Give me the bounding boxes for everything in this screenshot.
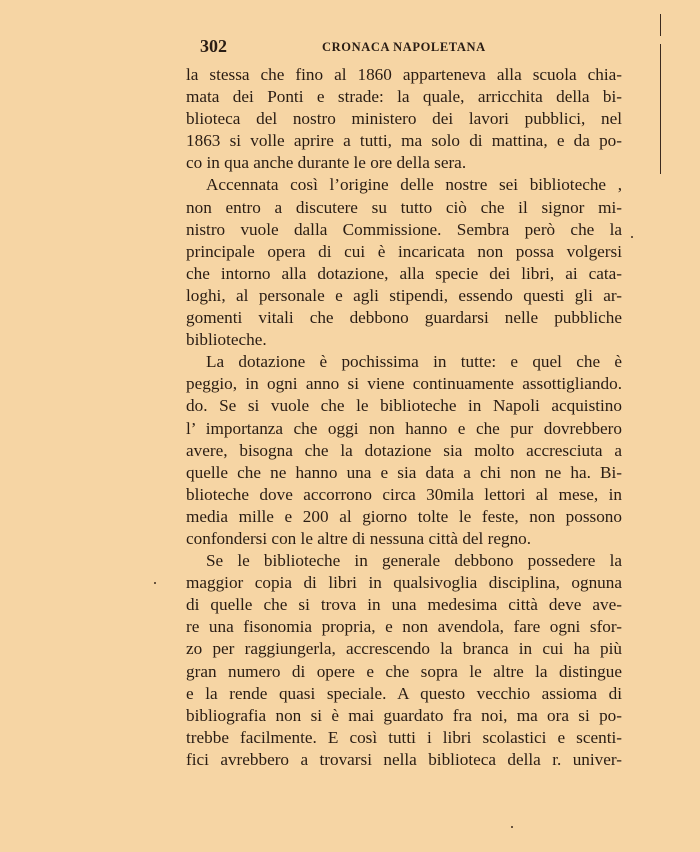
text-line: che intorno alla dotazione, alla specie dei libri, ai cata- [186,263,622,283]
text-line: di quelle che si trova in una medesima città deve ave- [186,595,622,615]
text-line: loghi, al personale e agli stipendi, essendo questi gli ar- [186,285,622,305]
text-line: Accennata così l’origine delle nostre sei biblioteche , [206,175,622,195]
text-line: La dotazione è pochissima in tutte: e quel che è [206,352,622,372]
text-line: co in qua anche durante le ore della sera. [186,153,467,173]
text-line: la stessa che fino al 1860 apparteneva alla scuola chia- [186,65,622,84]
text-line: gomenti vitali che debbono guardarsi nelle pubbliche [186,308,622,328]
ink-speck [511,826,513,828]
text-line: 1863 si volle aprire a tutti, ma solo di mattina, e da po- [186,131,622,151]
text-line: peggio, in ogni anno si viene continuamente assottigliando. [186,374,622,394]
text-line: e la rende quasi speciale. A questo vecchio assioma di [186,683,622,703]
text-line: biblioteche. [186,330,267,350]
text-line: zo per raggiungerla, accrescendo la branca in cui ha più [186,639,622,659]
page-header [200,36,620,58]
ink-speck [154,582,156,584]
text-line: maggior copia di libri in qualsivoglia disciplina, ognuna [186,573,622,593]
text-line: media mille e 200 al giorno tolte le feste, non possono [186,506,622,526]
text-line: non entro a discutere su tutto ciò che il signor mi- [186,197,622,217]
running-title: CRONACA NAPOLETANA [322,40,486,54]
text-line: blioteche dove accorrono circa 30mila lettori al mese, in [186,484,622,504]
ink-speck [631,236,633,238]
text-line: mata dei Ponti e strade: la quale, arricchita della bi- [186,87,622,107]
text-line: quelle che ne hanno una e sia data a chi non ne ha. Bi- [186,462,622,482]
text-line: confondersi con le altre di nessuna città del regno. [186,528,532,548]
text-line: avere, bisogna che la dotazione sia molto accresciuta a [186,440,622,460]
page-number: 302 [200,36,227,56]
text-line: do. Se si vuole che le biblioteche in Napoli acquistino [186,396,622,416]
text-line: nistro vuole dalla Commissione. Sembra però che la [186,219,622,239]
text-line: principale opera di cui è incaricata non possa volgersi [186,241,622,261]
text-line: Se le biblioteche in generale debbono possedere la [206,551,622,571]
text-line: trebbe facilmente. E così tutti i libri scolastici e scenti- [186,727,622,747]
margin-rule [660,44,661,174]
text-line: gran numero di opere e che sopra le altre la distingue [186,661,622,681]
margin-rule-top [660,14,661,36]
text-line: l’ importanza che oggi non hanno e che pur dovrebbero [186,418,622,438]
text-line: bibliografia non si è mai guardato fra noi, ma ora si po- [186,705,622,725]
text-line: re una fisonomia propria, e non avendola, fare ogni sfor- [186,617,622,637]
text-line: blioteca del nostro ministero dei lavori pubblici, nel [186,109,622,129]
body-text [186,64,622,771]
text-line: fici avrebbero a trovarsi nella biblioteca della r. univer- [186,749,622,769]
